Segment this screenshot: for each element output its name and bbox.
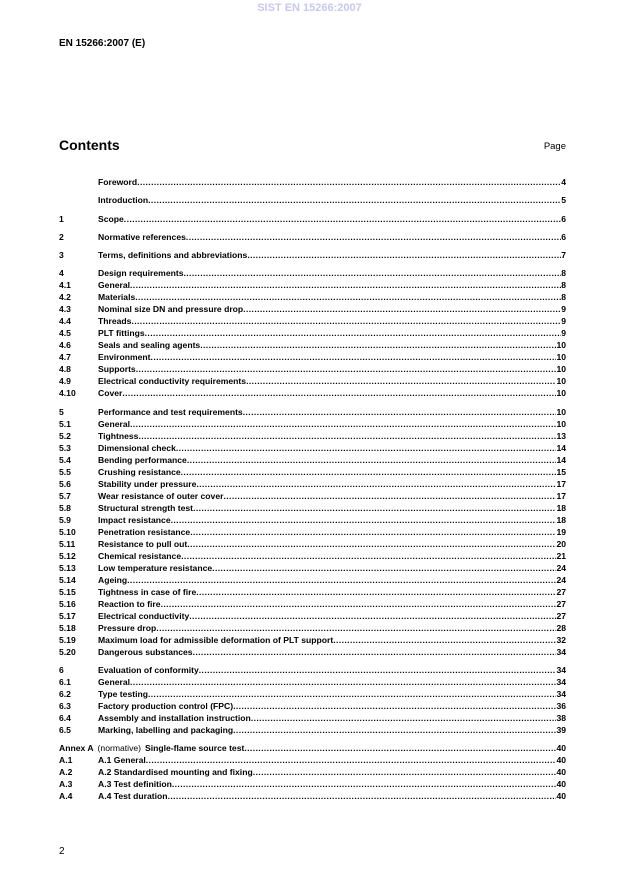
toc-entry-title[interactable]: Tightness in case of fire bbox=[98, 586, 197, 597]
toc-entry-page: 18 bbox=[556, 514, 566, 525]
toc-entry-number: 4.9 bbox=[59, 376, 71, 387]
toc-entry[interactable] bbox=[59, 700, 566, 712]
dot-leader bbox=[243, 303, 561, 315]
toc-entry-title[interactable]: Marking, labelling and packaging bbox=[98, 725, 234, 736]
table-of-contents bbox=[59, 176, 566, 802]
toc-entry-page: 4 bbox=[561, 177, 566, 187]
toc-entry-title[interactable]: Chemical resistance bbox=[98, 550, 182, 561]
toc-entry-title[interactable]: Single-flame source test bbox=[145, 743, 245, 754]
toc-entry-number: 4 bbox=[59, 268, 64, 279]
toc-entry[interactable] bbox=[59, 574, 566, 586]
toc-entry-page: 9 bbox=[561, 316, 566, 327]
toc-entry-page: 10 bbox=[556, 352, 566, 363]
toc-entry[interactable] bbox=[59, 502, 566, 514]
dot-leader bbox=[127, 574, 556, 586]
toc-entry-page: 17 bbox=[556, 478, 566, 489]
toc-entry[interactable] bbox=[59, 213, 566, 225]
toc-entry-page: 20 bbox=[556, 538, 566, 549]
toc-entry[interactable] bbox=[59, 351, 566, 363]
toc-entry-number: 5.18 bbox=[59, 622, 76, 633]
toc-entry[interactable] bbox=[59, 550, 566, 562]
dot-leader bbox=[190, 526, 556, 538]
dot-leader bbox=[223, 490, 556, 502]
toc-entry-number: 4.6 bbox=[59, 340, 71, 351]
dot-leader bbox=[168, 790, 557, 802]
dot-leader bbox=[199, 664, 557, 676]
dot-leader bbox=[156, 622, 556, 634]
dot-leader bbox=[130, 279, 561, 291]
contents-heading: Contents bbox=[59, 137, 120, 153]
dot-leader bbox=[130, 418, 556, 430]
page-number: 2 bbox=[59, 846, 65, 857]
dot-leader bbox=[196, 586, 556, 598]
toc-entry-title[interactable]: General bbox=[98, 677, 131, 688]
toc-entry[interactable] bbox=[59, 406, 566, 418]
toc-entry-number: 5.19 bbox=[59, 634, 76, 645]
toc-entry-page: 10 bbox=[556, 418, 566, 429]
toc-entry[interactable] bbox=[59, 526, 566, 538]
dot-leader bbox=[233, 700, 556, 712]
toc-entry-title[interactable]: Evaluation of conformity bbox=[98, 665, 199, 676]
toc-entry[interactable] bbox=[59, 514, 566, 526]
toc-entry-number bbox=[59, 194, 98, 206]
toc-entry-title[interactable]: Cover bbox=[98, 388, 123, 399]
toc-entry-number: 5.3 bbox=[59, 442, 71, 453]
toc-entry[interactable] bbox=[59, 646, 566, 658]
toc-entry-page: 40 bbox=[556, 779, 566, 790]
toc-entry-number: 5.7 bbox=[59, 490, 71, 501]
toc-entry-page: 8 bbox=[561, 280, 566, 291]
dot-leader bbox=[138, 430, 556, 442]
toc-entry-title[interactable]: Electrical conductivity requirements bbox=[98, 376, 247, 387]
toc-entry-number: 5.14 bbox=[59, 574, 76, 585]
toc-entry[interactable] bbox=[59, 418, 566, 430]
toc-entry-number: A.3 bbox=[59, 779, 73, 790]
toc-entry[interactable] bbox=[59, 430, 566, 442]
toc-entry-title[interactable]: Wear resistance of outer cover bbox=[98, 490, 224, 501]
toc-entry-page: 14 bbox=[556, 442, 566, 453]
dot-leader bbox=[212, 562, 556, 574]
toc-entry-page: 34 bbox=[556, 665, 566, 676]
dot-leader bbox=[161, 598, 557, 610]
dot-leader bbox=[244, 742, 556, 754]
toc-entry-title[interactable]: Normative references bbox=[98, 231, 186, 242]
toc-entry[interactable] bbox=[59, 291, 566, 303]
toc-entry-title[interactable]: Seals and sealing agents bbox=[98, 340, 201, 351]
toc-entry-title[interactable]: Threads bbox=[98, 316, 132, 327]
toc-entry-page: 8 bbox=[561, 292, 566, 303]
toc-entry[interactable] bbox=[59, 176, 566, 188]
toc-entry-page: 40 bbox=[556, 767, 566, 778]
toc-entry-number: 4.5 bbox=[59, 328, 71, 339]
dot-leader bbox=[172, 778, 557, 790]
toc-entry-page: 34 bbox=[556, 689, 566, 700]
dot-leader bbox=[171, 514, 557, 526]
toc-entry-number: 4.1 bbox=[59, 280, 71, 291]
toc-entry-number: 5.17 bbox=[59, 610, 76, 621]
toc-entry-page: 19 bbox=[556, 526, 566, 537]
dot-leader bbox=[145, 327, 562, 339]
toc-entry-page: 7 bbox=[561, 250, 566, 261]
toc-entry-number: 6 bbox=[59, 665, 64, 676]
toc-entry-title[interactable]: Tightness bbox=[98, 430, 139, 441]
toc-entry[interactable] bbox=[59, 478, 566, 490]
toc-entry-number: 4.7 bbox=[59, 352, 71, 363]
dot-leader bbox=[183, 267, 561, 279]
toc-entry-number bbox=[59, 176, 98, 188]
toc-entry[interactable] bbox=[59, 375, 566, 387]
toc-entry-page: 10 bbox=[556, 340, 566, 351]
toc-entry-number: 5.10 bbox=[59, 526, 76, 537]
toc-entry[interactable] bbox=[59, 742, 566, 754]
toc-entry-page: 17 bbox=[556, 490, 566, 501]
toc-entry-number: 5.12 bbox=[59, 550, 76, 561]
annex-type: (normative) bbox=[97, 743, 142, 754]
toc-entry-page: 10 bbox=[556, 364, 566, 375]
toc-entry-page: 24 bbox=[556, 574, 566, 585]
toc-entry-title[interactable]: Introduction bbox=[98, 195, 149, 206]
toc-entry-number: 4.3 bbox=[59, 304, 71, 315]
toc-entry[interactable] bbox=[59, 622, 566, 634]
toc-entry[interactable] bbox=[59, 676, 566, 688]
toc-entry-number: A.1 bbox=[59, 755, 73, 766]
toc-entry[interactable] bbox=[59, 466, 566, 478]
dot-leader bbox=[146, 754, 557, 766]
toc-entry[interactable] bbox=[59, 790, 566, 802]
dot-leader bbox=[246, 375, 556, 387]
dot-leader bbox=[181, 466, 557, 478]
dot-leader bbox=[136, 363, 557, 375]
toc-entry[interactable] bbox=[59, 712, 566, 724]
toc-entry-number: 5 bbox=[59, 406, 64, 417]
toc-entry-number: 5.20 bbox=[59, 646, 76, 657]
toc-entry-title[interactable]: General bbox=[98, 280, 131, 291]
toc-entry[interactable] bbox=[59, 339, 566, 351]
toc-entry-page: 6 bbox=[561, 231, 566, 242]
dot-leader bbox=[176, 442, 557, 454]
toc-entry[interactable] bbox=[59, 279, 566, 291]
toc-entry-title[interactable]: Factory production control (FPC) bbox=[98, 701, 234, 712]
toc-entry-title[interactable]: A.1 General bbox=[98, 755, 146, 766]
toc-entry-page: 28 bbox=[556, 622, 566, 633]
toc-entry[interactable] bbox=[59, 610, 566, 622]
toc-entry-page: 15 bbox=[556, 466, 566, 477]
dot-leader bbox=[148, 688, 556, 700]
toc-entry-number: 5.16 bbox=[59, 598, 76, 609]
toc-entry-title[interactable]: Scope bbox=[98, 213, 124, 224]
toc-entry-title[interactable]: Type testing bbox=[98, 689, 148, 700]
toc-entry-number: 5.1 bbox=[59, 418, 71, 429]
dot-leader bbox=[181, 550, 556, 562]
dot-leader bbox=[130, 676, 556, 688]
dot-leader bbox=[187, 538, 556, 550]
toc-entry-page: 36 bbox=[556, 701, 566, 712]
toc-entry-title[interactable]: A.3 Test definition bbox=[98, 779, 172, 790]
toc-entry-title[interactable]: Foreword bbox=[98, 177, 138, 187]
toc-entry-number: 5.8 bbox=[59, 502, 71, 513]
toc-entry[interactable] bbox=[59, 303, 566, 315]
toc-entry-page: 27 bbox=[556, 586, 566, 597]
toc-entry[interactable] bbox=[59, 562, 566, 574]
toc-entry-number: 5.5 bbox=[59, 466, 71, 477]
toc-entry-title[interactable]: Reaction to fire bbox=[98, 598, 161, 609]
toc-entry-title[interactable]: Impact resistance bbox=[98, 514, 171, 525]
toc-entry-title[interactable]: Stability under pressure bbox=[98, 478, 197, 489]
toc-entry-page: 6 bbox=[561, 213, 566, 224]
toc-entry-number: 4.8 bbox=[59, 364, 71, 375]
dot-leader bbox=[151, 351, 557, 363]
toc-entry-page: 38 bbox=[556, 713, 566, 724]
toc-entry[interactable] bbox=[59, 315, 566, 327]
toc-entry[interactable] bbox=[59, 249, 566, 261]
toc-entry-page: 5 bbox=[561, 195, 566, 206]
toc-entry[interactable] bbox=[59, 363, 566, 375]
toc-entry-page: 34 bbox=[556, 677, 566, 688]
toc-entry-page: 40 bbox=[556, 743, 566, 754]
toc-entry-number: 6.5 bbox=[59, 725, 71, 736]
toc-entry-page: 18 bbox=[556, 502, 566, 513]
toc-entry[interactable] bbox=[59, 194, 566, 206]
toc-entry-page: 14 bbox=[556, 454, 566, 465]
toc-entry[interactable] bbox=[59, 454, 566, 466]
toc-entry[interactable] bbox=[59, 490, 566, 502]
toc-entry[interactable] bbox=[59, 598, 566, 610]
dot-leader bbox=[196, 478, 556, 490]
toc-entry-title[interactable]: Ageing bbox=[98, 574, 128, 585]
toc-entry-page: 9 bbox=[561, 304, 566, 315]
toc-entry-number: 6.2 bbox=[59, 689, 71, 700]
page-column-label: Page bbox=[543, 141, 566, 152]
toc-entry-title[interactable]: Supports bbox=[98, 364, 136, 375]
toc-entry[interactable] bbox=[59, 327, 566, 339]
dot-leader bbox=[233, 724, 556, 736]
toc-entry-title[interactable]: Dangerous substances bbox=[98, 646, 193, 657]
annex-label: Annex A bbox=[59, 743, 94, 754]
toc-entry[interactable] bbox=[59, 634, 566, 646]
dot-leader bbox=[193, 646, 557, 658]
toc-entry-title[interactable]: Structural strength test bbox=[98, 502, 194, 513]
dot-leader bbox=[135, 291, 561, 303]
toc-entry[interactable] bbox=[59, 442, 566, 454]
toc-entry-page: 27 bbox=[556, 610, 566, 621]
toc-entry-title[interactable]: PLT fittings bbox=[98, 328, 145, 339]
toc-entry-page: 34 bbox=[556, 646, 566, 657]
toc-entry-page: 27 bbox=[556, 598, 566, 609]
toc-entry-title[interactable]: Design requirements bbox=[98, 268, 184, 279]
dot-leader bbox=[148, 194, 561, 206]
toc-entry-title[interactable]: Maximum load for admissible deformation of PLT support bbox=[98, 634, 334, 645]
toc-entry-title[interactable]: Electrical conductivity bbox=[98, 610, 190, 621]
toc-entry-title[interactable]: Resistance to pull out bbox=[98, 538, 188, 549]
toc-entry-page: 10 bbox=[556, 388, 566, 399]
toc-entry-title[interactable]: Low temperature resistance bbox=[98, 562, 213, 573]
toc-entry-number: 5.2 bbox=[59, 430, 71, 441]
document-id: EN 15266:2007 (E) bbox=[59, 38, 146, 49]
toc-entry-title[interactable]: Dimensional check bbox=[98, 442, 176, 453]
dot-leader bbox=[131, 315, 561, 327]
toc-entry-number: A.4 bbox=[59, 791, 73, 802]
dot-leader bbox=[333, 634, 556, 646]
toc-entry-title[interactable]: Pressure drop bbox=[98, 622, 157, 633]
toc-entry-title[interactable]: Assembly and installation instruction bbox=[98, 713, 251, 724]
dot-leader bbox=[253, 766, 557, 778]
toc-entry-title[interactable]: Terms, definitions and abbreviations bbox=[98, 250, 248, 261]
toc-entry[interactable] bbox=[59, 586, 566, 598]
toc-entry-title[interactable]: General bbox=[98, 418, 131, 429]
toc-entry[interactable] bbox=[59, 538, 566, 550]
dot-leader bbox=[124, 213, 561, 225]
toc-entry-number: 6.4 bbox=[59, 713, 71, 724]
toc-entry[interactable] bbox=[59, 664, 566, 676]
toc-entry-number: 3 bbox=[59, 250, 64, 261]
toc-entry-number: 6.3 bbox=[59, 701, 71, 712]
toc-entry-page: 39 bbox=[556, 725, 566, 736]
toc-entry-title[interactable]: Materials bbox=[98, 292, 136, 303]
toc-entry-number: 1 bbox=[59, 213, 64, 224]
toc-entry-number: 5.13 bbox=[59, 562, 76, 573]
dot-leader bbox=[193, 502, 556, 514]
toc-entry-page: 8 bbox=[561, 268, 566, 279]
toc-entry-page: 21 bbox=[556, 550, 566, 561]
dot-leader bbox=[137, 176, 561, 188]
toc-entry-title[interactable]: Bending performance bbox=[98, 454, 187, 465]
toc-entry-number: 5.11 bbox=[59, 538, 76, 549]
toc-entry-number: 4.2 bbox=[59, 292, 71, 303]
dot-leader bbox=[189, 610, 556, 622]
toc-entry[interactable] bbox=[59, 688, 566, 700]
toc-entry[interactable] bbox=[59, 766, 566, 778]
toc-entry-number: 5.4 bbox=[59, 454, 71, 465]
toc-entry[interactable] bbox=[59, 231, 566, 243]
toc-entry-page: 40 bbox=[556, 755, 566, 766]
toc-entry-page: 32 bbox=[556, 634, 566, 645]
toc-entry[interactable] bbox=[59, 778, 566, 790]
toc-entry-title[interactable]: Penetration resistance bbox=[98, 526, 191, 537]
toc-entry[interactable] bbox=[59, 724, 566, 736]
dot-leader bbox=[122, 387, 556, 399]
toc-entry-number: A.2 bbox=[59, 767, 73, 778]
toc-entry-number: 2 bbox=[59, 231, 64, 242]
toc-entry-title[interactable]: Performance and test requirements bbox=[98, 406, 243, 417]
dot-leader bbox=[251, 712, 557, 724]
toc-entry-title[interactable]: Crushing resistance bbox=[98, 466, 181, 477]
toc-entry-number: 6.1 bbox=[59, 677, 71, 688]
dot-leader bbox=[186, 231, 561, 243]
toc-entry-title[interactable]: Environment bbox=[98, 352, 151, 363]
toc-entry[interactable] bbox=[59, 267, 566, 279]
dot-leader bbox=[187, 454, 557, 466]
toc-entry-page: 10 bbox=[556, 406, 566, 417]
dot-leader bbox=[200, 339, 556, 351]
toc-entry[interactable] bbox=[59, 754, 566, 766]
toc-entry-number: 4.4 bbox=[59, 316, 71, 327]
toc-entry-page: 24 bbox=[556, 562, 566, 573]
toc-entry[interactable] bbox=[59, 387, 566, 399]
watermark: SIST EN 15266:2007 bbox=[257, 2, 362, 14]
toc-entry-number: 5.15 bbox=[59, 586, 76, 597]
toc-entry-number: 5.9 bbox=[59, 514, 71, 525]
toc-entry-page: 40 bbox=[556, 791, 566, 802]
toc-entry-page: 13 bbox=[556, 430, 566, 441]
toc-entry-page: 10 bbox=[556, 376, 566, 387]
toc-entry-number: 5.6 bbox=[59, 478, 71, 489]
toc-entry-title[interactable]: A.2 Standardised mounting and fixing bbox=[98, 767, 253, 778]
toc-entry-page: 9 bbox=[561, 328, 566, 339]
dot-leader bbox=[247, 249, 561, 261]
toc-entry-title[interactable]: A.4 Test duration bbox=[98, 791, 168, 802]
toc-entry-number: 4.10 bbox=[59, 388, 76, 399]
dot-leader bbox=[243, 406, 557, 418]
toc-entry-title[interactable]: Nominal size DN and pressure drop bbox=[98, 304, 244, 315]
